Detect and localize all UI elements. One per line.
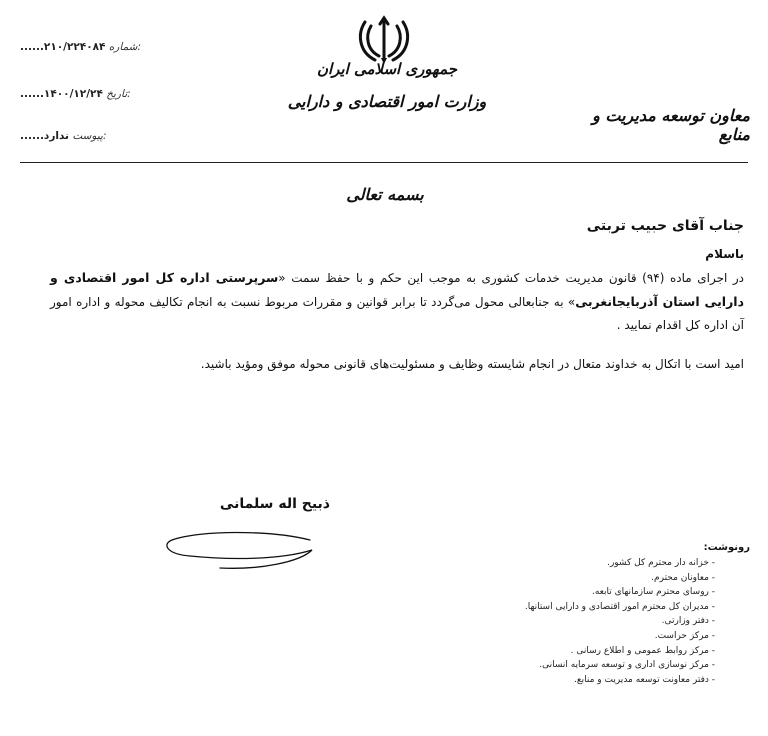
letter-attachment-label: پیوست:	[72, 130, 107, 142]
letter-date-value: ......۱۴۰۰/۱۲/۲۴	[20, 88, 103, 100]
copy-recipient: - دفتر وزارتی.	[661, 616, 715, 627]
letter-attachment-value: ندارد......	[20, 130, 69, 142]
copy-recipient: - مدیران کل محترم امور اقتصادی و دارایی استانها.	[524, 601, 715, 612]
signature-mark	[160, 520, 320, 580]
addressee: جناب آقای حبیب تربتی	[586, 218, 744, 234]
signer-name: ذبیح اله سلمانی	[219, 496, 330, 512]
copies-title: رونوشت:	[703, 542, 750, 553]
ministry-name: وزارت امور اقتصادی و دارایی	[287, 92, 487, 111]
letter-body-paragraph	[50, 266, 744, 337]
deputy-title: معاون توسعه مدیریت و منابع	[592, 106, 750, 144]
copy-recipient: - مرکز نوسازی اداری و توسعه سرمایه انسانی.	[539, 660, 715, 671]
letter-number	[20, 41, 160, 53]
copy-recipient: - خزانه دار محترم کل کشور.	[607, 558, 715, 568]
copy-recipient: - روسای محترم سازمانهای تابعه.	[591, 587, 715, 598]
body-text-part1: در اجرای ماده (۹۴) قانون مدیریت خدمات کشوری به موجب این حکم و با حفظ سمت «	[278, 271, 745, 285]
copies-list	[430, 556, 715, 687]
greeting: باسلام	[705, 247, 744, 261]
country-name: جمهوری اسلامی ایران	[316, 60, 458, 78]
letter-date	[20, 88, 160, 100]
closing-sentence: امید است با اتکال به خداوند متعال در انجام شایسته وظایف و مسئولیت‌های قانونی محوله موفق ومؤید باشید.	[200, 357, 744, 371]
header-divider	[20, 162, 748, 163]
letter-number-value: ......۲۱۰/۲۲۴۰۸۴	[20, 41, 106, 53]
copy-recipient: - مرکز حراست.	[654, 630, 715, 641]
appointment-title: سرپرستی اداره کل امور اقتصادی و دارایی استان آذربایجانغربی	[50, 270, 744, 309]
body-text-part2: » به جنابعالی محول می‌گردد تا برابر قوانین و مقررات مربوط نسبت به انجام تکالیف محوله و اداره امور آن اداره کل اقدام نمایید .	[50, 295, 744, 332]
copy-recipient: - دفتر معاونت توسعه مدیریت و منابع.	[574, 674, 715, 685]
iran-emblem-icon	[355, 14, 413, 66]
letter-date-label: تاریخ:	[106, 88, 131, 100]
letter-attachment	[20, 130, 160, 142]
copy-recipient: - معاونان محترم.	[651, 572, 715, 583]
bismillah-heading: بسمه تعالی	[346, 185, 424, 204]
copy-recipient: - مرکز روابط عمومی و اطلاع رسانی .	[570, 645, 715, 656]
letter-number-label: شماره:	[108, 41, 141, 53]
